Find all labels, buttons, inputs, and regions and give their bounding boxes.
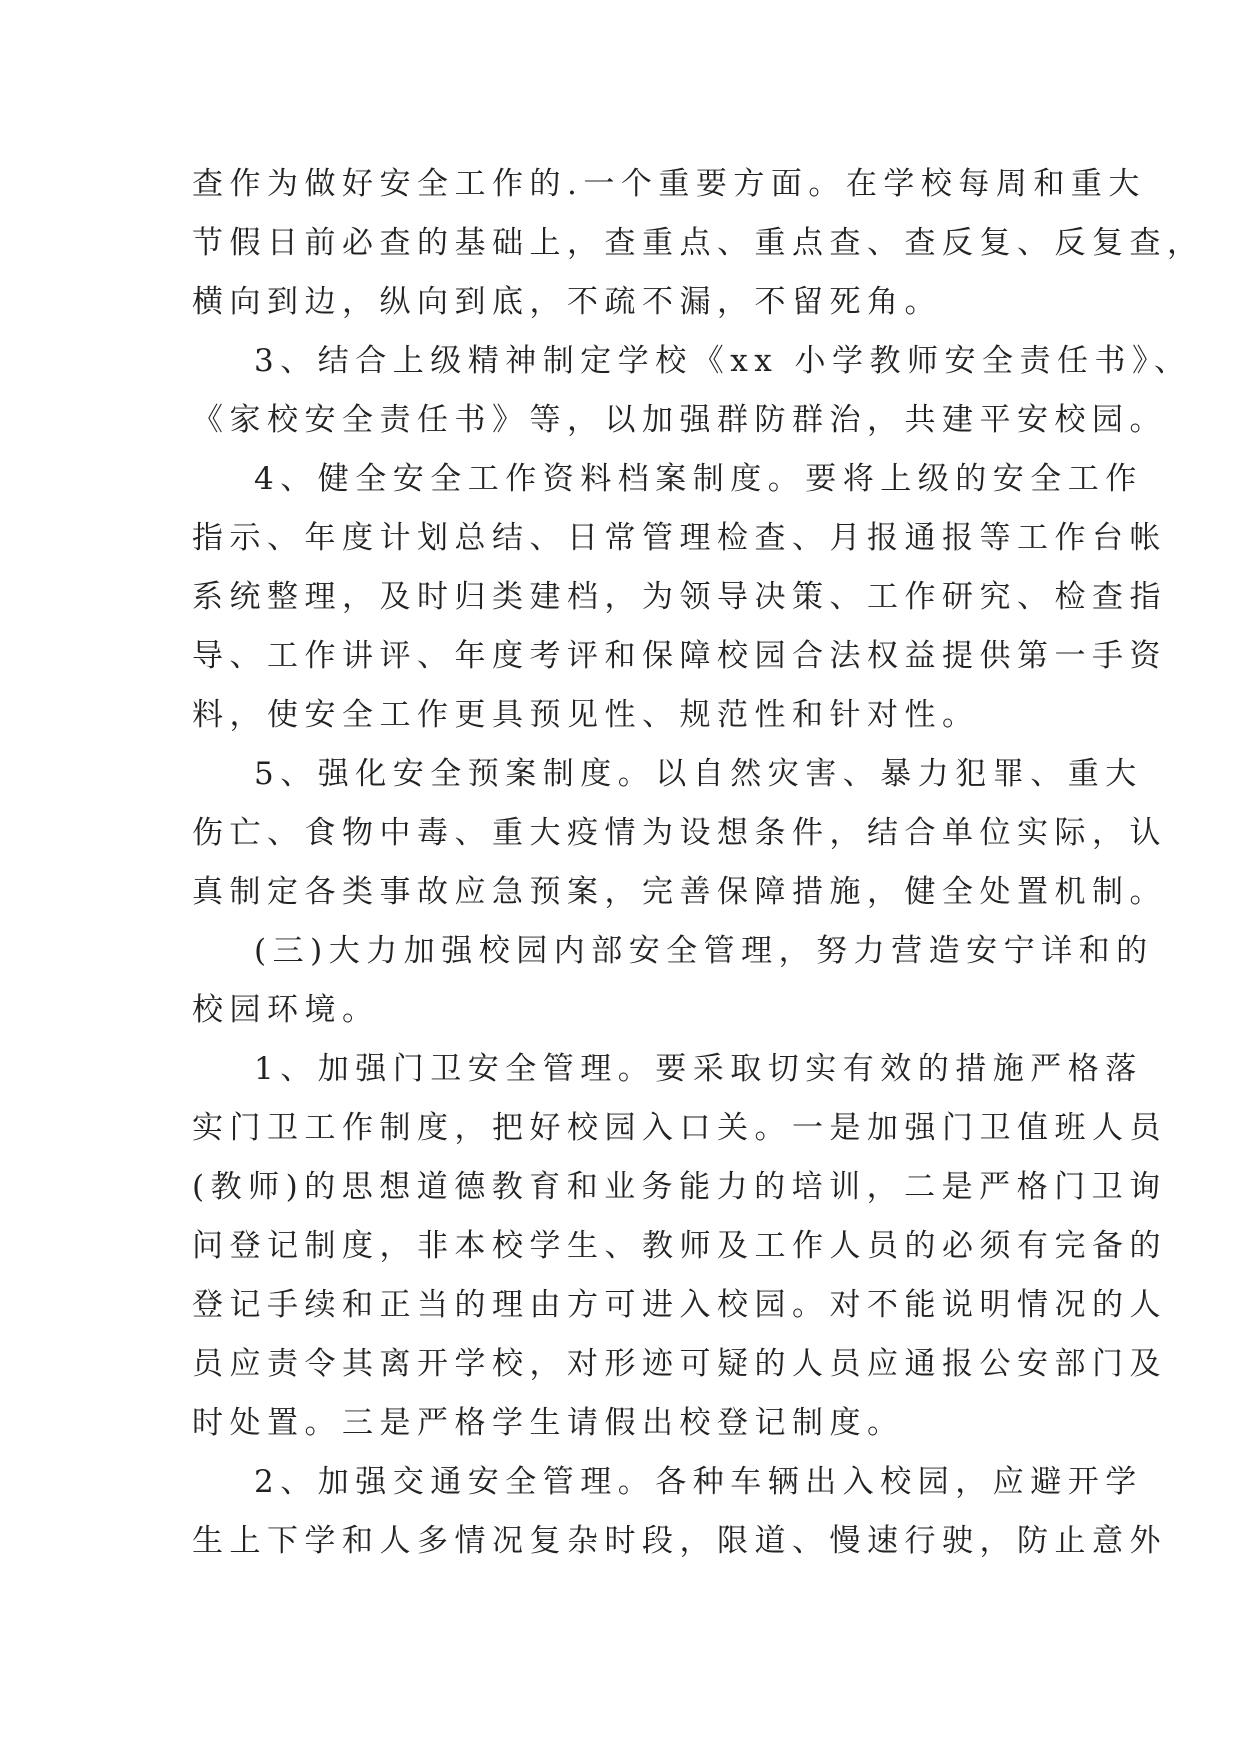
section-heading-line: (三)大力加强校园内部安全管理，努力营造安宁详和的 <box>254 933 1154 969</box>
text-line: 员应责令其离开学校，对形迹可疑的人员应通报公安部门及 <box>192 1346 1167 1382</box>
text-line: 问登记制度，非本校学生、教师及工作人员的必须有完备的 <box>192 1228 1167 1264</box>
text-line: 指示、年度计划总结、日常管理检查、月报通报等工作台帐 <box>192 520 1167 556</box>
text-line: 横向到边，纵向到底，不疏不漏，不留死角。 <box>192 284 942 320</box>
text-line: 时处置。三是严格学生请假出校登记制度。 <box>192 1405 905 1441</box>
text-line: 伤亡、食物中毒、重大疫情为设想条件，结合单位实际，认 <box>192 815 1167 851</box>
section-heading-line: 校园环境。 <box>192 992 380 1028</box>
text-line: 真制定各类事故应急预案，完善保障措施，健全处置机制。 <box>192 874 1167 910</box>
document-body <box>192 155 1205 1571</box>
text-line: 料，使安全工作更具预见性、规范性和针对性。 <box>192 697 980 733</box>
paragraph-start-line: 4、健全安全工作资料档案制度。要将上级的安全工作 <box>254 461 1143 497</box>
paragraph-start-line: 2、加强交通安全管理。各种车辆出入校园，应避开学 <box>254 1464 1143 1500</box>
paragraph-start-line: 3、结合上级精神制定学校《xx 小学教师安全责任书》、 <box>254 343 1192 379</box>
paragraph-start-line: 1、加强门卫安全管理。要采取切实有效的措施严格落 <box>254 1051 1143 1087</box>
text-line: 导、工作讲评、年度考评和保障校园合法权益提供第一手资 <box>192 638 1167 674</box>
text-line: 节假日前必查的基础上，查重点、重点查、查反复、反复查， <box>192 225 1205 261</box>
text-line: 查作为做好安全工作的.一个重要方面。在学校每周和重大 <box>192 166 1146 202</box>
text-line: 系统整理，及时归类建档，为领导决策、工作研究、检查指 <box>192 579 1167 615</box>
text-line: 《家校安全责任书》等，以加强群防群治，共建平安校园。 <box>192 402 1167 438</box>
text-line: (教师)的思想道德教育和业务能力的培训，二是严格门卫询 <box>192 1169 1167 1205</box>
text-line: 生上下学和人多情况复杂时段，限道、慢速行驶，防止意外 <box>192 1523 1167 1559</box>
text-line: 登记手续和正当的理由方可进入校园。对不能说明情况的人 <box>192 1287 1167 1323</box>
text-line: 实门卫工作制度，把好校园入口关。一是加强门卫值班人员 <box>192 1110 1167 1146</box>
paragraph-start-line: 5、强化安全预案制度。以自然灾害、暴力犯罪、重大 <box>254 756 1143 792</box>
